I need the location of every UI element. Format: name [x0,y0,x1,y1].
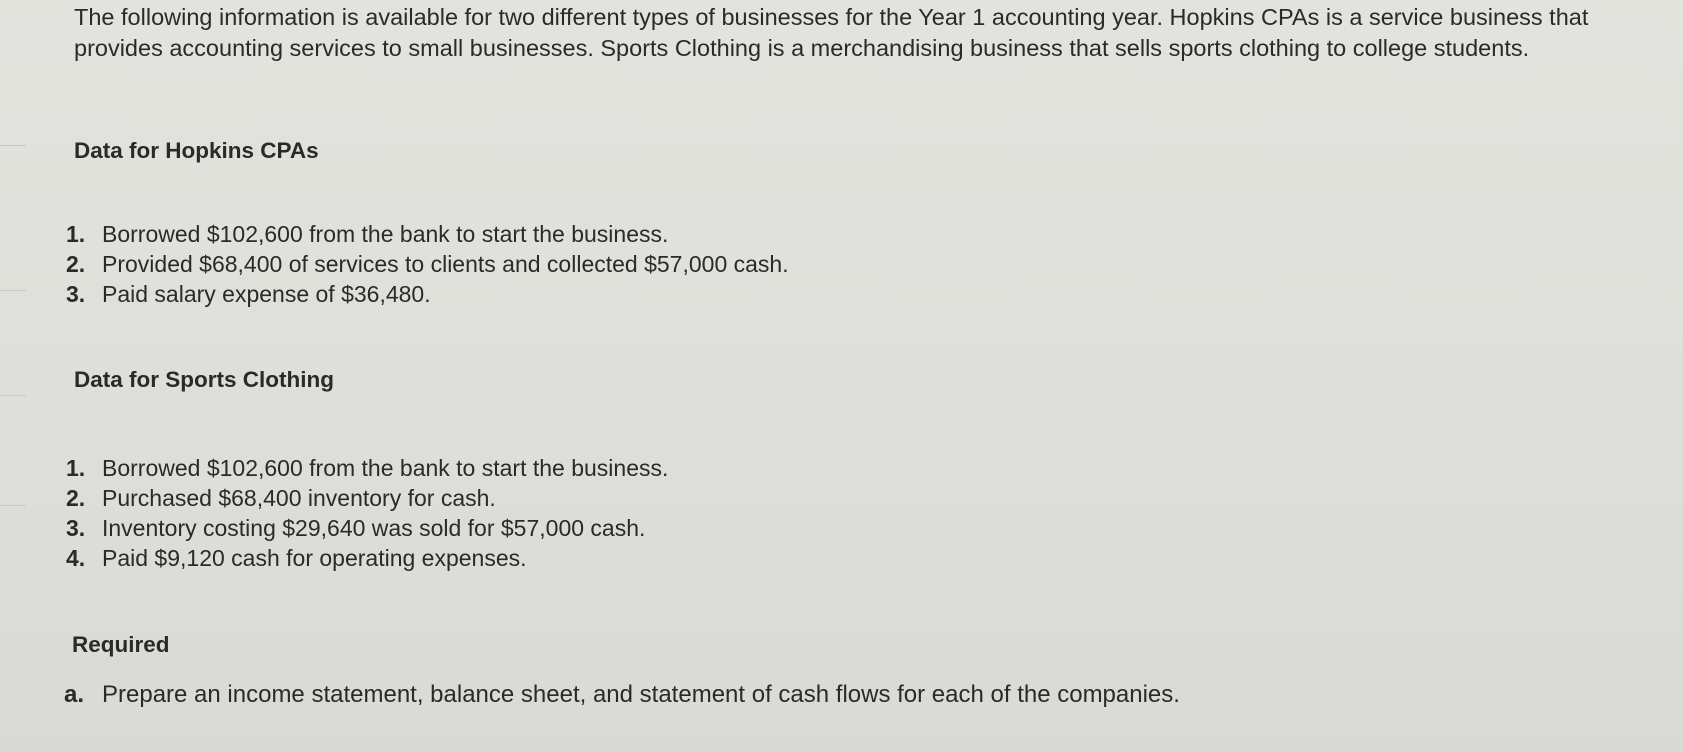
list-item [66,483,668,513]
list-item [66,249,789,279]
item-text: Prepare an income statement, balance sheet, and statement of cash flows for each of the companies. [102,681,1180,708]
item-text: Borrowed $102,600 from the bank to start the business. [102,455,669,481]
item-number: 2. [66,485,86,511]
item-letter: a. [64,681,85,708]
item-text: Purchased $68,400 inventory for cash. [102,485,496,511]
list-item [66,453,668,483]
item-text: Borrowed $102,600 from the bank to start the business. [102,221,669,247]
item-text: Provided $68,400 of services to clients and collected $57,000 cash. [102,251,789,277]
item-text: Paid salary expense of $36,480. [102,281,431,307]
left-margin-line [0,145,26,146]
list-item [66,543,668,573]
list-item [66,513,668,543]
item-text: Inventory costing $29,640 was sold for $57,000 cash. [102,515,646,541]
item-number: 1. [66,221,86,247]
hopkins-section-title: Data for Hopkins CPAs [74,138,319,163]
required-section-title: Required [72,632,170,657]
sports-transaction-list [66,453,668,573]
left-margin-line [0,395,26,396]
item-number: 2. [66,251,86,277]
list-item [66,219,789,249]
item-text: Paid $9,120 cash for operating expenses. [102,545,527,571]
item-number: 3. [66,515,86,541]
sports-section-title: Data for Sports Clothing [74,367,334,392]
item-number: 1. [66,455,86,481]
item-number: 4. [66,545,86,571]
left-margin-line [0,290,26,291]
intro-paragraph: The following information is available for two different types of businesses for the Year 1 accounting year. Hopkins CPAs is a service business that provides accounting services to small businesses. Sports Clothing is a merchandising business that sells sports clothing to college students. [74,4,1589,61]
left-margin-line [0,505,26,506]
item-number: 3. [66,281,86,307]
hopkins-transaction-list [66,219,789,309]
required-item [64,681,1180,709]
list-item [66,279,789,309]
